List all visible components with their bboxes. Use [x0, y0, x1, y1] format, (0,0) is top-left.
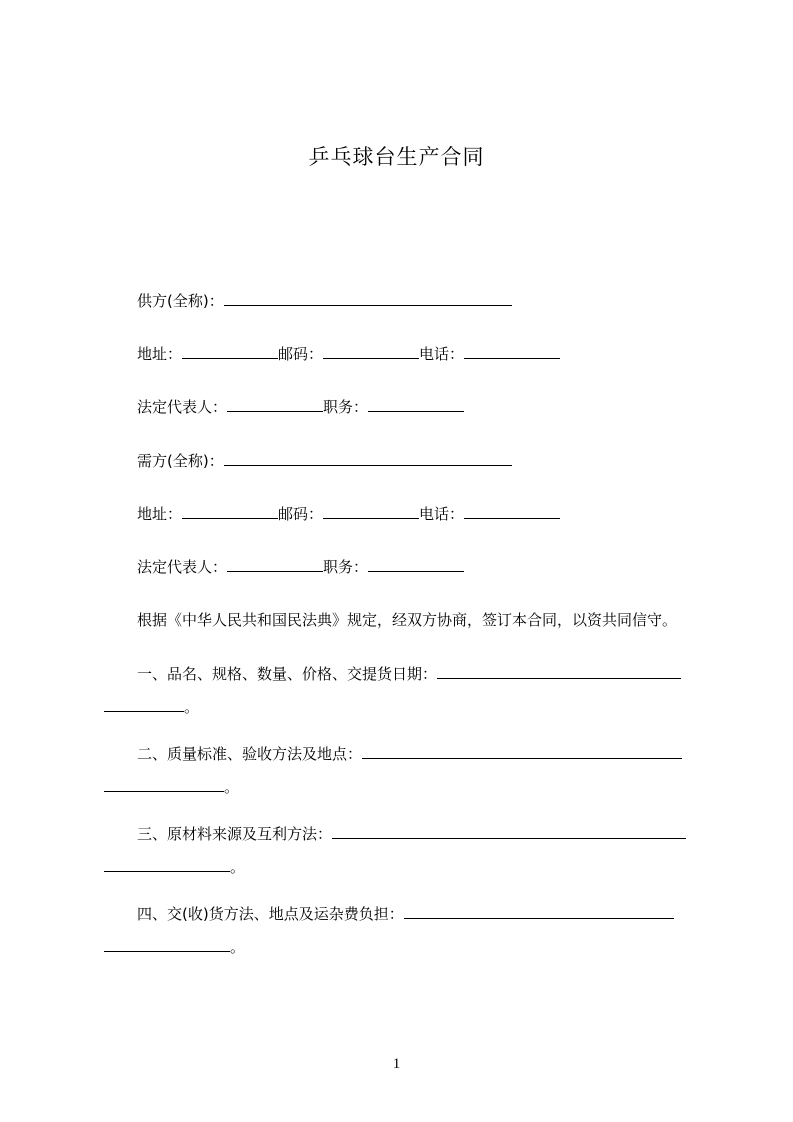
clause-2-field[interactable] — [362, 744, 682, 759]
clause-1-field-cont[interactable] — [104, 697, 184, 712]
buyer-rep-label: 法定代表人： — [137, 558, 228, 576]
clause-3-label: 三、原材料来源及互利方法： — [137, 825, 333, 843]
supplier-phone-label: 电话： — [419, 345, 465, 363]
buyer-postcode-field[interactable] — [323, 504, 419, 519]
clause-2 — [104, 743, 704, 798]
supplier-postcode-label: 邮码： — [278, 345, 324, 363]
supplier-address-field[interactable] — [182, 344, 278, 359]
clause-3-field[interactable] — [332, 824, 686, 839]
supplier-name-field[interactable] — [224, 291, 512, 306]
clause-4-field[interactable] — [404, 904, 674, 919]
clause-1 — [104, 663, 704, 718]
clause-2-field-cont[interactable] — [104, 777, 224, 792]
buyer-position-field[interactable] — [368, 557, 464, 572]
clause-3 — [104, 823, 704, 878]
page-number: 1 — [392, 1056, 401, 1072]
supplier-position-label: 职务： — [323, 398, 369, 416]
buyer-rep-row — [137, 556, 464, 578]
buyer-contact-row — [137, 503, 560, 525]
supplier-contact-row — [137, 343, 560, 365]
buyer-address-label: 地址： — [137, 505, 183, 523]
clause-1-field[interactable] — [437, 664, 681, 679]
clause-4-field-cont[interactable] — [104, 937, 230, 952]
buyer-name-field[interactable] — [224, 451, 512, 466]
clause-3-field-cont[interactable] — [104, 857, 230, 872]
supplier-rep-field[interactable] — [227, 397, 323, 412]
clause-3-end: 。 — [230, 858, 246, 876]
buyer-phone-field[interactable] — [464, 504, 560, 519]
buyer-name-row — [137, 450, 512, 472]
supplier-address-label: 地址： — [137, 345, 183, 363]
buyer-address-field[interactable] — [182, 504, 278, 519]
clause-1-label: 一、品名、规格、数量、价格、交提货日期： — [137, 665, 438, 683]
page-title: 乒乓球台生产合同 — [308, 145, 485, 169]
buyer-postcode-label: 邮码： — [278, 505, 324, 523]
buyer-position-label: 职务： — [323, 558, 369, 576]
supplier-name-label: 供方(全称)： — [137, 292, 224, 310]
buyer-phone-label: 电话： — [419, 505, 465, 523]
clause-2-end: 。 — [224, 778, 240, 796]
supplier-name-row — [137, 290, 512, 312]
clause-2-label: 二、质量标准、验收方法及地点： — [137, 745, 363, 763]
buyer-name-label: 需方(全称)： — [137, 452, 224, 470]
supplier-postcode-field[interactable] — [323, 344, 419, 359]
supplier-position-field[interactable] — [368, 397, 464, 412]
buyer-rep-field[interactable] — [227, 557, 323, 572]
supplier-phone-field[interactable] — [464, 344, 560, 359]
clause-4 — [104, 903, 704, 958]
supplier-rep-row — [137, 396, 464, 418]
intro-text: 根据《中华人民共和国民法典》规定，经双方协商，签订本合同，以资共同信守。 — [137, 611, 678, 629]
clause-4-end: 。 — [230, 938, 246, 956]
supplier-rep-label: 法定代表人： — [137, 398, 228, 416]
clause-4-label: 四、交(收)货方法、地点及运杂费负担： — [137, 905, 404, 923]
clause-1-end: 。 — [184, 698, 200, 716]
